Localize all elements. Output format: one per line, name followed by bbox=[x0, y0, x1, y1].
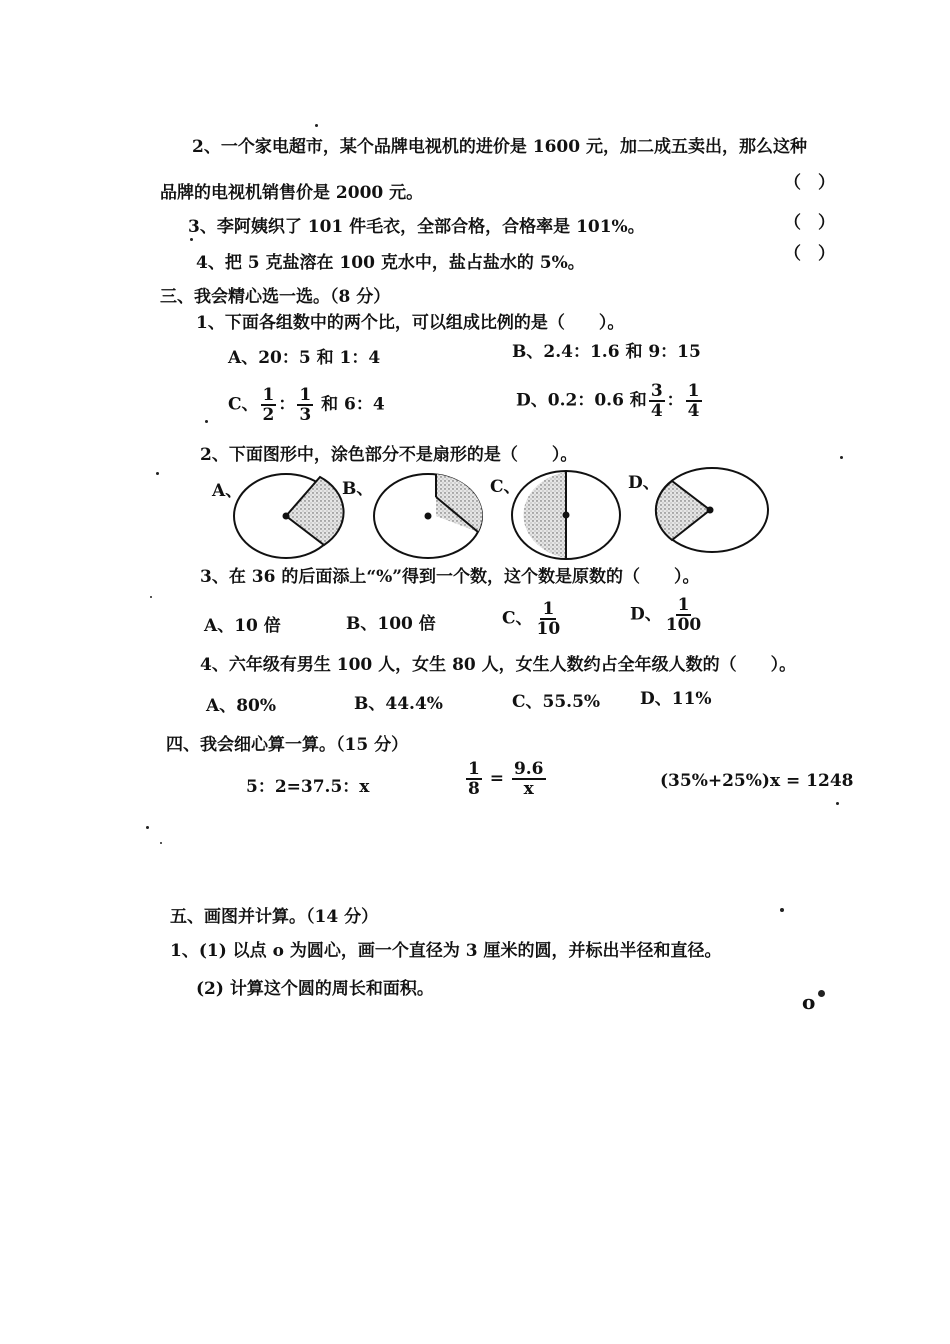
s3-q3-option-b[interactable]: B、100 倍 bbox=[346, 614, 436, 634]
fraction-3-4: $\frac{3}{4}$ bbox=[650, 381, 663, 421]
scan-speck bbox=[780, 908, 784, 912]
fraction-1-2: $\frac{1}{2}$ bbox=[262, 385, 275, 425]
scan-speck bbox=[146, 826, 149, 829]
s3-q2-label-c[interactable]: C、 bbox=[490, 477, 521, 497]
scan-speck bbox=[840, 456, 843, 459]
s3-q4-option-d[interactable]: D、11% bbox=[640, 689, 712, 709]
s3-q3-option-c[interactable] bbox=[502, 600, 564, 638]
fraction-1-3: $\frac{1}{3}$ bbox=[299, 385, 312, 425]
section5-title: 五、画图并计算。（14 分） bbox=[170, 907, 379, 927]
option-c-prefix: C、 bbox=[228, 394, 259, 415]
s5-q1-part2: (2) 计算这个圆的周长和面积。 bbox=[196, 979, 434, 999]
center-point-label: o bbox=[802, 990, 816, 1014]
fraction-1-8: $\frac{1}{8}$ bbox=[468, 759, 480, 799]
judge-q4-answer-paren[interactable]: （ ） bbox=[784, 244, 835, 264]
judge-q2-line1: 2、一个家电超市，某个品牌电视机的进价是 1600 元，加二成五卖出，那么这种 bbox=[192, 137, 807, 157]
section4-title: 四、我会细心算一算。（15 分） bbox=[166, 735, 409, 755]
option-c-prefix: C、 bbox=[502, 608, 533, 629]
fraction-9.6-x: $\frac{9.6}{x}$ bbox=[513, 759, 544, 799]
s3-q4-option-b[interactable]: B、44.4% bbox=[354, 694, 443, 714]
scan-speck bbox=[160, 842, 162, 844]
s4-equation-3: (35%+25%)x = 1248 bbox=[660, 771, 854, 791]
s3-q3-stem: 3、在 36 的后面添上“%”得到一个数，这个数是原数的（ ）。 bbox=[200, 567, 700, 587]
section3-title: 三、我会精心选一选。（8 分） bbox=[160, 287, 391, 307]
s3-q2-label-d[interactable]: D、 bbox=[628, 473, 660, 493]
s5-q1-part1: 1、(1) 以点 o 为圆心，画一个直径为 3 厘米的圆，并标出半径和直径。 bbox=[170, 941, 722, 961]
fraction-1-4: $\frac{1}{4}$ bbox=[687, 381, 700, 421]
scan-speck bbox=[156, 472, 159, 475]
judge-q4: 4、把 5 克盐溶在 100 克水中，盐占盐水的 5%。 bbox=[196, 253, 585, 273]
s3-q2-label-a[interactable]: A、 bbox=[212, 481, 243, 501]
judge-q3-answer-paren[interactable]: （ ） bbox=[784, 213, 835, 233]
s3-q2-label-b[interactable]: B、 bbox=[342, 479, 374, 499]
s3-q2-stem: 2、下面图形中，涂色部分不是扇形的是（ ）。 bbox=[200, 445, 578, 465]
judge-q2-answer-paren[interactable]: （ ） bbox=[784, 173, 835, 193]
option-c-suffix: 和 6：4 bbox=[321, 394, 385, 415]
option-d-prefix: D、0.2：0.6 和 bbox=[516, 390, 647, 411]
s3-q1-option-a[interactable]: A、20：5 和 1：4 bbox=[228, 348, 381, 368]
center-point-mark bbox=[818, 990, 825, 997]
s3-q4-stem: 4、六年级有男生 100 人，女生 80 人，女生人数约占全年级人数的（ ）。 bbox=[200, 655, 797, 675]
scan-speck bbox=[836, 802, 839, 805]
equals-sign: = bbox=[489, 768, 505, 789]
figure-c-circle bbox=[512, 471, 620, 559]
ratio-colon: ： bbox=[666, 390, 684, 411]
s4-equation-1: 5：2=37.5：x bbox=[246, 777, 370, 797]
scan-speck bbox=[190, 238, 193, 241]
s3-q1-stem: 1、下面各组数中的两个比，可以组成比例的是（ ）。 bbox=[196, 313, 625, 333]
figure-b-circle bbox=[374, 474, 482, 558]
fraction-1-10: $\frac{1}{10}$ bbox=[536, 599, 561, 639]
judge-q3: 3、李阿姨织了 101 件毛衣，全部合格，合格率是 101%。 bbox=[188, 217, 645, 237]
figure-d-circle bbox=[656, 468, 768, 552]
s3-q4-option-c[interactable]: C、55.5% bbox=[512, 692, 601, 712]
s3-q4-option-a[interactable]: A、80% bbox=[206, 696, 277, 716]
s4-equation-2 bbox=[464, 760, 548, 798]
ratio-colon: ： bbox=[278, 394, 296, 415]
scan-speck bbox=[315, 124, 318, 127]
judge-q2-line2: 品牌的电视机销售价是 2000 元。 bbox=[160, 183, 424, 203]
s3-q3-option-a[interactable]: A、10 倍 bbox=[204, 616, 281, 636]
s3-q3-option-d[interactable] bbox=[630, 596, 705, 634]
option-d-prefix: D、 bbox=[630, 604, 662, 625]
s3-q1-option-b[interactable]: B、2.4：1.6 和 9：15 bbox=[512, 342, 701, 362]
figure-a-circle bbox=[234, 474, 344, 558]
scan-speck bbox=[205, 420, 208, 423]
scan-speck bbox=[150, 596, 152, 598]
fraction-1-100: $\frac{1}{100}$ bbox=[665, 595, 702, 635]
